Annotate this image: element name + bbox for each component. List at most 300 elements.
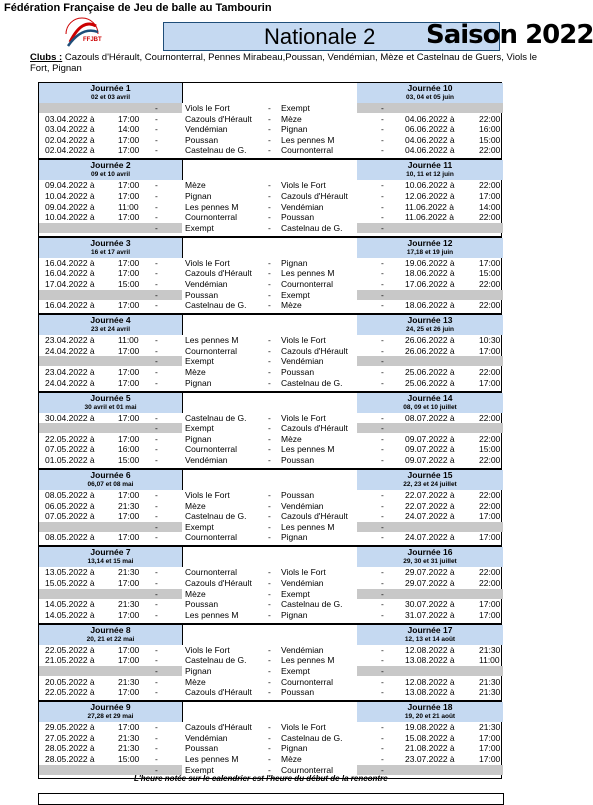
dash-mid: -	[268, 278, 271, 289]
dash-right: -	[381, 444, 384, 455]
first-leg-date: 14.05.2022 à	[45, 609, 95, 620]
return-leg-date: 19.08.2022 à	[405, 722, 455, 733]
first-leg-date: 09.04.2022 à	[45, 180, 95, 191]
return-leg-date: 04.06.2022 à	[405, 134, 455, 145]
dash-mid: -	[268, 588, 271, 599]
round-title-left: Journée 1	[39, 83, 182, 93]
title-banner	[163, 20, 593, 51]
dash-right: -	[381, 743, 384, 754]
first-leg-date: 02.04.2022 à	[45, 134, 95, 145]
dash-right: -	[381, 212, 384, 223]
dash-mid: -	[268, 764, 271, 775]
match-row	[39, 290, 503, 300]
round-dates-left: 13,14 et 15 mai	[39, 557, 182, 567]
first-leg-date: 02.04.2022 à	[45, 145, 95, 156]
row-left-bg	[39, 223, 182, 233]
home-team: Poussan	[185, 743, 219, 754]
dash-right: -	[381, 103, 384, 113]
away-team: Cournonterral	[281, 278, 333, 289]
round-title-right: Journée 18	[357, 702, 503, 712]
dash-mid: -	[268, 124, 271, 135]
match-row	[39, 223, 503, 233]
dash-left: -	[155, 722, 158, 733]
return-leg-date: 25.06.2022 à	[405, 366, 455, 377]
first-leg-date: 24.04.2022 à	[45, 345, 95, 356]
dash-right: -	[381, 278, 384, 289]
return-leg-date: 31.07.2022 à	[405, 609, 455, 620]
round-header-middle	[182, 625, 359, 645]
home-team: Exempt	[185, 764, 214, 775]
first-leg-date: 06.05.2022 à	[45, 500, 95, 511]
round-title-right: Journée 17	[357, 625, 503, 635]
svg-text:FFJBT: FFJBT	[83, 37, 102, 43]
dash-right: -	[381, 335, 384, 346]
first-leg-time: 17:00	[118, 577, 140, 588]
round-header-middle	[182, 160, 359, 180]
row-right-bg	[357, 223, 503, 233]
dash-mid: -	[268, 289, 271, 300]
return-leg-date: 25.06.2022 à	[405, 377, 455, 388]
return-leg-time: 22:00	[479, 454, 501, 465]
return-leg-time: 22:00	[479, 366, 501, 377]
return-leg-time: 22:00	[479, 577, 501, 588]
return-leg-time: 22:00	[479, 180, 501, 191]
match-row	[39, 114, 503, 124]
round-header-middle	[182, 547, 359, 567]
away-team: Vendémian	[281, 201, 324, 212]
return-leg-date: 04.06.2022 à	[405, 113, 455, 124]
return-leg-time: 17:00	[479, 609, 501, 620]
return-leg-date: 09.07.2022 à	[405, 444, 455, 455]
away-team: Exempt	[281, 289, 310, 300]
away-team: Les pennes M	[281, 655, 335, 666]
match-row	[39, 511, 503, 521]
dash-right: -	[381, 222, 384, 233]
dash-mid: -	[268, 521, 271, 532]
dash-left: -	[155, 124, 158, 135]
home-team: Pignan	[185, 433, 212, 444]
dash-right: -	[381, 676, 384, 687]
match-row	[39, 444, 503, 454]
dash-left: -	[155, 577, 158, 588]
ffjbt-logo	[60, 12, 104, 56]
dash-mid: -	[268, 732, 271, 743]
dash-right: -	[381, 665, 384, 676]
home-team: Mèze	[185, 676, 206, 687]
first-leg-time: 11:00	[118, 201, 139, 212]
home-team: Viols le Fort	[185, 257, 230, 268]
dash-right: -	[381, 500, 384, 511]
away-team: Poussan	[281, 489, 315, 500]
round-dates-left: 23 et 24 avril	[39, 325, 182, 335]
dash-right: -	[381, 655, 384, 666]
away-team: Cazouls d'Hérault	[281, 511, 348, 522]
dash-mid: -	[268, 103, 271, 113]
dash-left: -	[155, 567, 158, 578]
match-row	[39, 268, 503, 278]
away-team: Viols le Fort	[281, 180, 326, 191]
match-row	[39, 367, 503, 377]
away-team: Cournonterral	[281, 764, 333, 775]
first-leg-time: 17:00	[118, 134, 140, 145]
home-team: Mèze	[185, 588, 206, 599]
dash-right: -	[381, 345, 384, 356]
home-team: Mèze	[185, 366, 206, 377]
away-team: Mèze	[281, 753, 302, 764]
return-leg-time: 21:30	[479, 644, 501, 655]
dash-right: -	[381, 577, 384, 588]
dash-right: -	[381, 180, 384, 191]
first-leg-date: 16.04.2022 à	[45, 257, 95, 268]
dash-left: -	[155, 289, 158, 300]
dash-left: -	[155, 190, 158, 201]
return-leg-date: 26.06.2022 à	[405, 345, 455, 356]
away-team: Mèze	[281, 300, 302, 311]
dash-left: -	[155, 743, 158, 754]
return-leg-date: 09.07.2022 à	[405, 433, 455, 444]
home-team: Mèze	[185, 500, 206, 511]
home-team: Exempt	[185, 222, 214, 233]
round-title-left: Journée 7	[39, 547, 182, 557]
home-team: Viols le Fort	[185, 489, 230, 500]
away-team: Exempt	[281, 588, 310, 599]
return-leg-time: 17:00	[479, 743, 501, 754]
match-row	[39, 610, 503, 620]
away-team: Pignan	[281, 609, 308, 620]
dash-left: -	[155, 609, 158, 620]
away-team: Cazouls d'Hérault	[281, 345, 348, 356]
home-team: Exempt	[185, 521, 214, 532]
dash-right: -	[381, 454, 384, 465]
round-dates-left: 20, 21 et 22 mai	[39, 635, 182, 645]
away-team: Vendémian	[281, 644, 324, 655]
dash-left: -	[155, 655, 158, 666]
dash-mid: -	[268, 743, 271, 754]
home-team: Vendémian	[185, 124, 228, 135]
first-leg-time: 17:00	[118, 113, 140, 124]
dash-mid: -	[268, 300, 271, 311]
round-header-middle	[182, 83, 359, 103]
dash-left: -	[155, 511, 158, 522]
home-team: Vendémian	[185, 278, 228, 289]
return-leg-time: 15:00	[479, 134, 501, 145]
home-team: Cournonterral	[185, 567, 237, 578]
dash-right: -	[381, 113, 384, 124]
dash-left: -	[155, 268, 158, 279]
dash-mid: -	[268, 532, 271, 543]
first-leg-time: 14:00	[118, 124, 140, 135]
row-left-bg	[39, 356, 182, 366]
round-title-right: Journée 10	[357, 83, 503, 93]
first-leg-date: 10.04.2022 à	[45, 190, 95, 201]
dash-mid: -	[268, 335, 271, 346]
row-right-bg	[357, 522, 503, 532]
dash-mid: -	[268, 599, 271, 610]
dash-mid: -	[268, 489, 271, 500]
dash-right: -	[381, 268, 384, 279]
match-row	[39, 258, 503, 268]
first-leg-date: 08.05.2022 à	[45, 532, 95, 543]
match-row	[39, 722, 503, 732]
row-left-bg	[39, 290, 182, 300]
home-team: Cazouls d'Hérault	[185, 577, 252, 588]
round-header-middle	[182, 315, 359, 335]
return-leg-time: 14:00	[479, 201, 501, 212]
match-row	[39, 378, 503, 388]
return-leg-time: 17:00	[479, 190, 501, 201]
return-leg-date: 24.07.2022 à	[405, 511, 455, 522]
dash-left: -	[155, 335, 158, 346]
return-leg-time: 17:00	[479, 732, 501, 743]
dash-left: -	[155, 532, 158, 543]
return-leg-time: 10:30	[479, 335, 501, 346]
first-leg-time: 16:00	[118, 444, 140, 455]
first-leg-time: 17:00	[118, 190, 140, 201]
dash-left: -	[155, 377, 158, 388]
dash-right: -	[381, 300, 384, 311]
away-team: Cournonterral	[281, 676, 333, 687]
home-team: Poussan	[185, 289, 219, 300]
match-row	[39, 135, 503, 145]
match-row	[39, 413, 503, 423]
home-team: Poussan	[185, 599, 219, 610]
away-team: Poussan	[281, 454, 315, 465]
home-team: Castelnau de G.	[185, 145, 247, 156]
match-row	[39, 356, 503, 366]
round-title-left: Journée 4	[39, 315, 182, 325]
round-section	[38, 701, 502, 778]
first-leg-date: 17.04.2022 à	[45, 278, 95, 289]
first-leg-time: 15:00	[118, 454, 140, 465]
away-team: Cazouls d'Hérault	[281, 423, 348, 434]
return-leg-date: 15.08.2022 à	[405, 732, 455, 743]
match-row	[39, 567, 503, 577]
return-leg-time: 17:00	[479, 532, 501, 543]
home-team: Castelnau de G.	[185, 511, 247, 522]
return-leg-time: 21:30	[479, 676, 501, 687]
match-row	[39, 655, 503, 665]
round-title-left: Journée 5	[39, 393, 182, 403]
round-dates-right: 19, 20 et 21 août	[357, 712, 503, 722]
dash-right: -	[381, 134, 384, 145]
return-leg-date: 30.07.2022 à	[405, 599, 455, 610]
first-leg-time: 17:00	[118, 489, 140, 500]
dash-right: -	[381, 609, 384, 620]
row-right-bg	[357, 103, 503, 113]
home-team: Castelnau de G.	[185, 412, 247, 423]
dash-mid: -	[268, 366, 271, 377]
round-dates-left: 27,28 et 29 mai	[39, 712, 182, 722]
return-leg-date: 11.06.2022 à	[405, 212, 454, 223]
dash-mid: -	[268, 180, 271, 191]
match-row	[39, 145, 503, 155]
home-team: Cazouls d'Hérault	[185, 722, 252, 733]
first-leg-date: 22.05.2022 à	[45, 644, 95, 655]
away-team: Vendémian	[281, 500, 324, 511]
dash-mid: -	[268, 113, 271, 124]
round-section	[38, 624, 502, 701]
round-title-left: Journée 8	[39, 625, 182, 635]
return-leg-time: 17:00	[479, 511, 501, 522]
home-team: Cazouls d'Hérault	[185, 113, 252, 124]
dash-right: -	[381, 567, 384, 578]
dash-mid: -	[268, 644, 271, 655]
dash-right: -	[381, 366, 384, 377]
first-leg-time: 15:00	[118, 278, 140, 289]
return-leg-date: 18.06.2022 à	[405, 300, 455, 311]
clubs-text: Cazouls d'Hérault, Cournonterral, Pennes Mirabeau,Poussan, Vendémian, Mèze et Castelnau de Guers, Viols le Fort, Pignan	[30, 52, 537, 74]
round-dates-left: 16 et 17 avril	[39, 248, 182, 258]
row-left-bg	[39, 522, 182, 532]
return-leg-time: 22:00	[479, 489, 501, 500]
dash-right: -	[381, 722, 384, 733]
home-team: Les pennes M	[185, 335, 239, 346]
first-leg-time: 17:00	[118, 268, 140, 279]
dash-right: -	[381, 753, 384, 764]
row-right-bg	[357, 356, 503, 366]
round-dates-right: 29, 30 et 31 juillet	[357, 557, 503, 567]
first-leg-time: 17:00	[118, 609, 140, 620]
match-row	[39, 202, 503, 212]
away-team: Castelnau de G.	[281, 377, 343, 388]
match-row	[39, 501, 503, 511]
away-team: Pignan	[281, 743, 308, 754]
return-leg-date: 12.06.2022 à	[405, 190, 455, 201]
round-section	[38, 546, 502, 623]
home-team: Mèze	[185, 180, 206, 191]
first-leg-time: 17:00	[118, 145, 140, 156]
first-leg-date: 07.05.2022 à	[45, 444, 95, 455]
home-team: Vendémian	[185, 454, 228, 465]
dash-right: -	[381, 124, 384, 135]
dash-left: -	[155, 753, 158, 764]
dash-left: -	[155, 732, 158, 743]
first-leg-date: 13.05.2022 à	[45, 567, 95, 578]
match-row	[39, 666, 503, 676]
round-header-middle	[182, 470, 359, 490]
dash-left: -	[155, 764, 158, 775]
return-leg-time: 15:00	[479, 444, 501, 455]
first-leg-date: 29.05.2022 à	[45, 722, 95, 733]
first-leg-time: 17:00	[118, 345, 140, 356]
home-team: Les pennes M	[185, 609, 239, 620]
home-team: Cournonterral	[185, 532, 237, 543]
round-dates-left: 02 et 03 avril	[39, 93, 182, 103]
home-team: Cazouls d'Hérault	[185, 268, 252, 279]
home-team: Pignan	[185, 190, 212, 201]
dash-left: -	[155, 500, 158, 511]
first-leg-time: 17:00	[118, 511, 140, 522]
return-leg-date: 24.07.2022 à	[405, 532, 455, 543]
match-row	[39, 335, 503, 345]
dash-mid: -	[268, 609, 271, 620]
round-title-right: Journée 11	[357, 160, 503, 170]
schedule-table	[38, 82, 502, 779]
dash-right: -	[381, 257, 384, 268]
away-team: Vendémian	[281, 356, 324, 367]
first-leg-date: 03.04.2022 à	[45, 113, 95, 124]
away-team: Exempt	[281, 103, 310, 113]
round-title-right: Journée 13	[357, 315, 503, 325]
round-title-right: Journée 14	[357, 393, 503, 403]
round-header-middle	[182, 393, 359, 413]
round-dates-right: 24, 25 et 26 juin	[357, 325, 503, 335]
return-leg-time: 21:30	[479, 687, 501, 698]
first-leg-time: 17:00	[118, 532, 140, 543]
match-row	[39, 103, 503, 113]
dash-right: -	[381, 433, 384, 444]
home-team: Castelnau de G.	[185, 300, 247, 311]
away-team: Pignan	[281, 124, 308, 135]
match-row	[39, 490, 503, 500]
dash-mid: -	[268, 377, 271, 388]
dash-mid: -	[268, 567, 271, 578]
match-row	[39, 645, 503, 655]
first-leg-time: 21:30	[118, 500, 140, 511]
match-row	[39, 346, 503, 356]
dash-left: -	[155, 212, 158, 223]
match-row	[39, 599, 503, 609]
first-leg-time: 21:30	[118, 676, 140, 687]
return-leg-time: 17:00	[479, 753, 501, 764]
row-left-bg	[39, 103, 182, 113]
first-leg-date: 07.05.2022 à	[45, 511, 95, 522]
round-dates-right: 17,18 et 19 juin	[357, 248, 503, 258]
first-leg-date: 22.05.2022 à	[45, 687, 95, 698]
away-team: Cournonterral	[281, 145, 333, 156]
dash-right: -	[381, 201, 384, 212]
match-row	[39, 532, 503, 542]
away-team: Pignan	[281, 257, 308, 268]
away-team: Viols le Fort	[281, 722, 326, 733]
dash-mid: -	[268, 268, 271, 279]
match-row	[39, 578, 503, 588]
away-team: Vendémian	[281, 577, 324, 588]
round-dates-left: 30 avril et 01 mai	[39, 403, 182, 413]
first-leg-date: 09.04.2022 à	[45, 201, 95, 212]
dash-left: -	[155, 134, 158, 145]
away-team: Pignan	[281, 532, 308, 543]
return-leg-date: 18.06.2022 à	[405, 268, 455, 279]
return-leg-time: 17:00	[479, 257, 501, 268]
dash-mid: -	[268, 345, 271, 356]
first-leg-date: 10.04.2022 à	[45, 212, 95, 223]
dash-mid: -	[268, 665, 271, 676]
first-leg-time: 17:00	[118, 687, 140, 698]
dash-right: -	[381, 532, 384, 543]
first-leg-date: 23.04.2022 à	[45, 335, 95, 346]
first-leg-time: 21:30	[118, 599, 140, 610]
home-team: Exempt	[185, 356, 214, 367]
return-leg-date: 13.08.2022 à	[405, 687, 455, 698]
dash-right: -	[381, 588, 384, 599]
first-leg-date: 30.04.2022 à	[45, 412, 95, 423]
dash-left: -	[155, 444, 158, 455]
dash-left: -	[155, 588, 158, 599]
return-leg-time: 22:00	[479, 433, 501, 444]
round-section	[38, 469, 502, 546]
away-team: Castelnau de G.	[281, 732, 343, 743]
return-leg-time: 11:00	[479, 655, 500, 666]
dash-right: -	[381, 377, 384, 388]
return-leg-date: 23.07.2022 à	[405, 753, 455, 764]
dash-mid: -	[268, 577, 271, 588]
round-section	[38, 159, 502, 236]
first-leg-time: 17:00	[118, 300, 140, 311]
dash-left: -	[155, 599, 158, 610]
match-row	[39, 754, 503, 764]
clubs-list	[30, 52, 550, 74]
